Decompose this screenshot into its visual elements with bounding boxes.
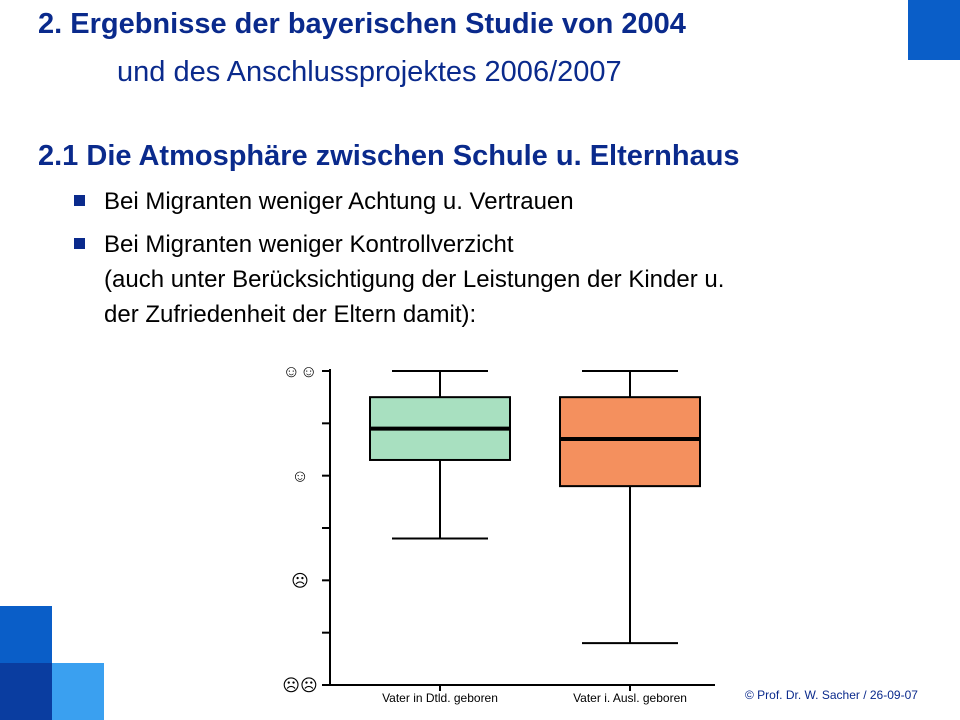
corner-square-bottom-left-dark	[0, 663, 52, 720]
smiley-face-icon: ☺	[291, 466, 309, 486]
section-heading: 2.1 Die Atmosphäre zwischen Schule u. Elternhaus	[38, 140, 740, 172]
interquartile-box	[370, 397, 510, 460]
footer-copyright: © Prof. Dr. W. Sacher / 26-09-07	[745, 688, 918, 702]
two-frowning-faces-icon: ☹☹	[282, 676, 318, 695]
bullet-text: Bei Migranten weniger Achtung u. Vertrauen	[104, 188, 574, 215]
slide-title-line2: und des Anschlussprojektes 2006/2007	[117, 56, 622, 88]
box-group	[370, 371, 510, 538]
x-category-label: Vater in Dtld. geboren	[382, 691, 498, 705]
corner-square-bottom-left-top	[0, 606, 52, 663]
bullet-square-icon	[74, 238, 85, 249]
two-smiley-faces-icon: ☺☺	[282, 362, 318, 381]
frowning-face-icon: ☹	[291, 571, 309, 591]
corner-square-bottom-left-light	[52, 663, 104, 720]
bullet-list	[72, 184, 942, 340]
bullet-item	[72, 227, 942, 332]
corner-square-top-right	[908, 0, 960, 60]
bullet-item	[72, 184, 942, 219]
bullet-text: Bei Migranten weniger Kontrollverzicht	[104, 231, 514, 259]
bullet-square-icon	[74, 195, 85, 206]
interquartile-box	[560, 397, 700, 486]
bullet-text: der Zufriedenheit der Eltern damit):	[104, 301, 477, 329]
x-category-label: Vater i. Ausl. geboren	[573, 691, 687, 705]
box-group	[560, 371, 700, 643]
bullet-text: (auch unter Berücksichtigung der Leistungen der Kinder u.	[104, 266, 725, 294]
slide-title: 2. Ergebnisse der bayerischen Studie von 2004	[38, 8, 686, 40]
